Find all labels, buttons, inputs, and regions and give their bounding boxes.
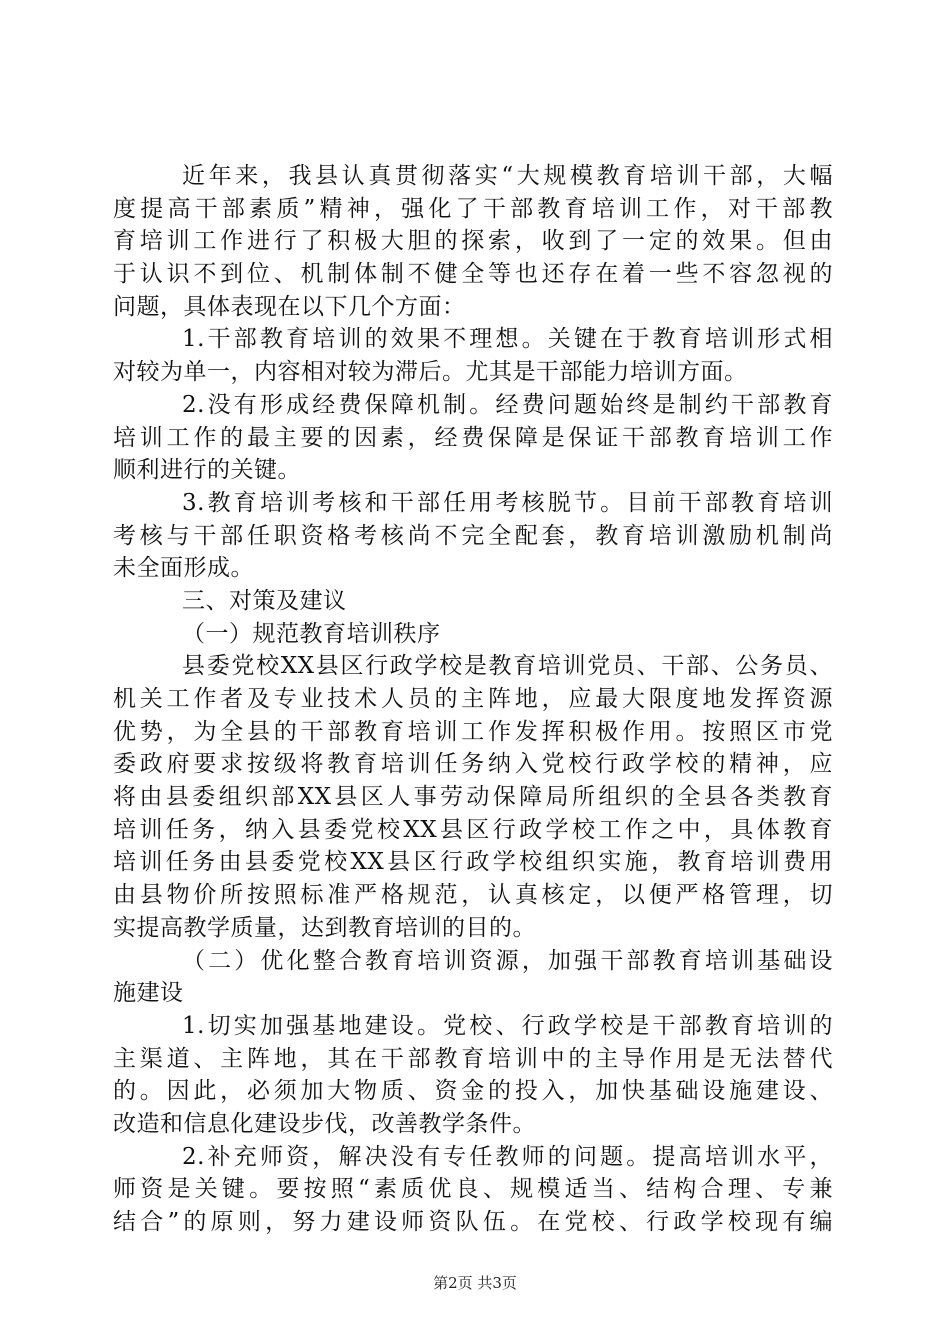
text-line: 近年来，我县认真贯彻落实“大规模教育培训干部，大幅 — [182, 163, 833, 189]
text-line: 优势，为全县的干部教育培训工作发挥积极作用。按照区市党 — [113, 718, 833, 745]
text-line: 1.干部教育培训的效果不理想。关键在于教育培训形式相 — [182, 326, 833, 353]
text-line: 顺利进行的关键。 — [113, 457, 301, 484]
document-body — [113, 160, 833, 1239]
text-line: 委政府要求按级将教育培训任务纳入党校行政学校的精神，应 — [113, 751, 833, 778]
text-line: 将由县委组织部XX县区人事劳动保障局所组织的全县各类教育 — [113, 784, 833, 811]
text-line: 1.切实加强基地建设。党校、行政学校是干部教育培训的 — [182, 1012, 833, 1039]
text-line: （二）优化整合教育培训资源，加强干部教育培训基础设 — [182, 947, 833, 974]
text-line: 于认识不到位、机制体制不健全等也还存在着一些不容忽视的 — [113, 261, 833, 288]
text-line: （一）规范教育培训秩序 — [182, 620, 441, 647]
text-line: 改造和信息化建设步伐，改善教学条件。 — [113, 1110, 536, 1137]
text-line: 培训任务由县委党校XX县区行政学校组织实施，教育培训费用 — [113, 849, 833, 876]
text-line: 实提高教学质量，达到教育培训的目的。 — [113, 914, 536, 941]
text-line: 培训任务，纳入县委党校XX县区行政学校工作之中，具体教育 — [113, 816, 833, 843]
text-line: 机关工作者及专业技术人员的主阵地，应最大限度地发挥资源 — [113, 686, 833, 712]
text-line: 育培训工作进行了积极大胆的探索，收到了一定的效果。但由 — [113, 228, 833, 255]
text-line: 3.教育培训考核和干部任用考核脱节。目前干部教育培训 — [182, 489, 833, 516]
text-line: 县委党校XX县区行政学校是教育培训党员、干部、公务员、 — [182, 653, 833, 680]
text-line: 培训工作的最主要的因素，经费保障是保证干部教育培训工作 — [113, 424, 833, 451]
text-line: 对较为单一，内容相对较为滞后。尤其是干部能力培训方面。 — [113, 359, 748, 386]
text-line: 师资是关键。要按照“素质优良、规模适当、结构合理、专兼 — [113, 1176, 833, 1203]
text-line: 2.补充师资，解决没有专任教师的问题。提高培训水平， — [182, 1143, 833, 1170]
text-line: 施建设 — [113, 980, 184, 1007]
text-line: 度提高干部素质”精神，强化了干部教育培训工作，对干部教 — [113, 195, 833, 222]
text-line: 问题，具体表现在以下几个方面： — [113, 293, 466, 320]
text-line: 的。因此，必须加大物质、资金的投入，加快基础设施建设、 — [113, 1078, 833, 1105]
text-line: 由县物价所按照标准严格规范，认真核定，以便严格管理，切 — [113, 882, 833, 909]
text-line: 考核与干部任职资格考核尚不完全配套，教育培训激励机制尚 — [113, 522, 833, 549]
text-line: 未全面形成。 — [113, 555, 254, 582]
text-line: 2.没有形成经费保障机制。经费问题始终是制约干部教育 — [182, 391, 833, 418]
page-footer: 第2页 共3页 — [433, 1274, 517, 1292]
text-line: 结合”的原则，努力建设师资队伍。在党校、行政学校现有编 — [113, 1209, 833, 1235]
text-line: 主渠道、主阵地，其在干部教育培训中的主导作用是无法替代 — [113, 1045, 833, 1072]
text-line: 三、对策及建议 — [182, 587, 347, 614]
